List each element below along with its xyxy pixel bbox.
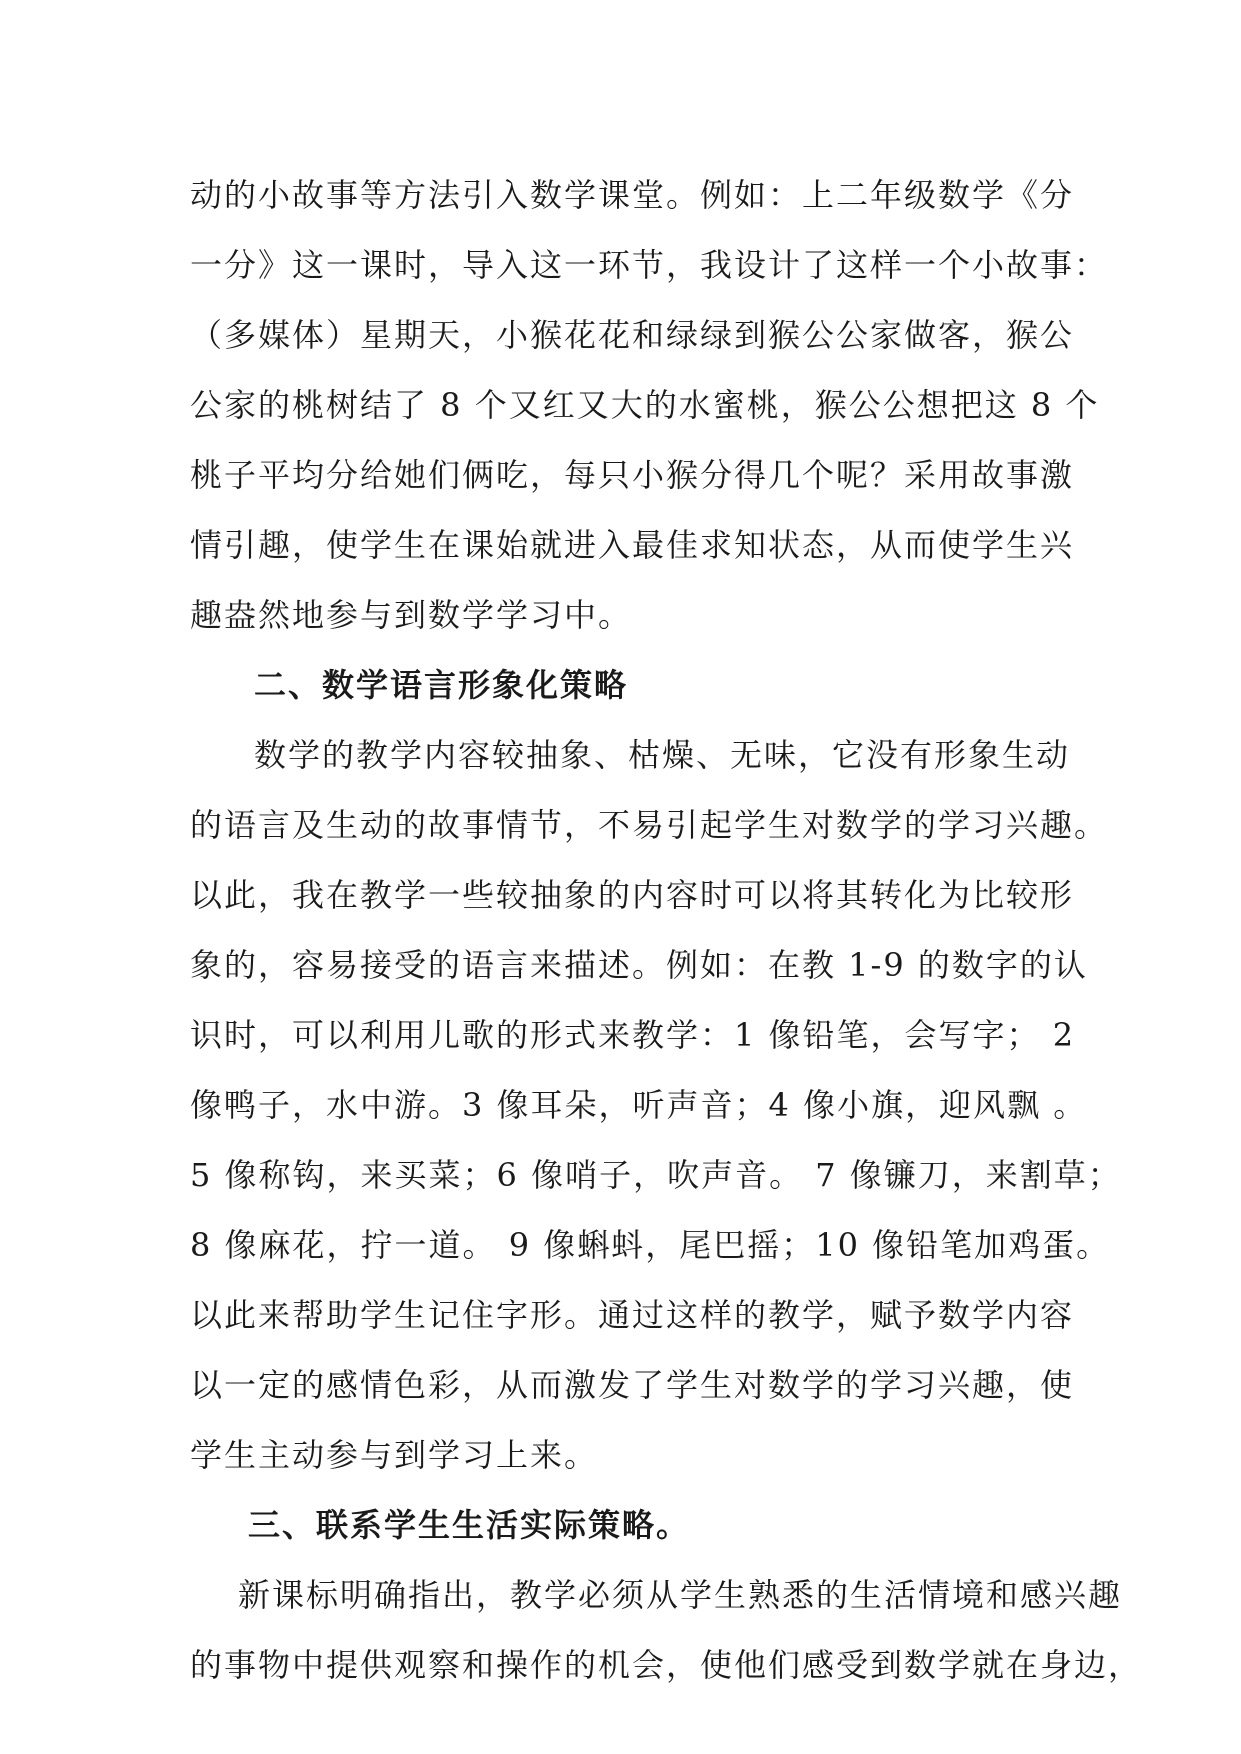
text-line: 的语言及生动的故事情节，不易引起学生对数学的学习兴趣。 [190, 806, 1109, 844]
text-line: 像鸭子，水中游。3 像耳朵，听声音；4 像小旗，迎风飘 。 [190, 1086, 1088, 1124]
text-line: 一分》这一课时，导入这一环节，我设计了这样一个小故事： [190, 246, 1109, 284]
text-line: 数学的教学内容较抽象、枯燥、无味，它没有形象生动 [254, 736, 1071, 774]
document-page [190, 160, 1143, 1700]
section-heading-2: 二、数学语言形象化策略 [254, 666, 629, 704]
text-line: 5 像称钩，来买菜；6 像哨子，吹声音。 7 像镰刀，来割草； [190, 1156, 1122, 1194]
text-line: 情引趣，使学生在课始就进入最佳求知状态，从而使学生兴 [190, 526, 1075, 564]
text-line: 趣盎然地参与到数学学习中。 [190, 596, 633, 634]
text-line: 学生主动参与到学习上来。 [190, 1436, 599, 1474]
text-line: 桃子平均分给她们俩吃，每只小猴分得几个呢？采用故事激 [190, 456, 1075, 494]
text-line: 以此来帮助学生记住字形。通过这样的教学，赋予数学内容 [190, 1296, 1075, 1334]
text-line: 动的小故事等方法引入数学课堂。例如：上二年级数学《分 [190, 176, 1075, 214]
text-line: 新课标明确指出，教学必须从学生熟悉的生活情境和感兴趣 [238, 1576, 1123, 1614]
section-heading-3: 三、联系学生生活实际策略。 [248, 1506, 691, 1544]
text-line: 公家的桃树结了 8 个又红又大的水蜜桃，猴公公想把这 8 个 [190, 386, 1100, 424]
text-line: （多媒体）星期天，小猴花花和绿绿到猴公公家做客，猴公 [190, 316, 1075, 354]
text-line: 的事物中提供观察和操作的机会，使他们感受到数学就在身边， [190, 1646, 1143, 1684]
text-line: 象的，容易接受的语言来描述。例如：在教 1-9 的数字的认 [190, 946, 1088, 984]
text-line: 以此，我在教学一些较抽象的内容时可以将其转化为比较形 [190, 876, 1075, 914]
text-line: 识时，可以利用儿歌的形式来教学：1 像铅笔，会写字； 2 [190, 1016, 1076, 1054]
text-line: 8 像麻花，拧一道。 9 像蝌蚪，尾巴摇；10 像铅笔加鸡蛋。 [190, 1226, 1111, 1264]
text-line: 以一定的感情色彩，从而激发了学生对数学的学习兴趣，使 [190, 1366, 1075, 1404]
